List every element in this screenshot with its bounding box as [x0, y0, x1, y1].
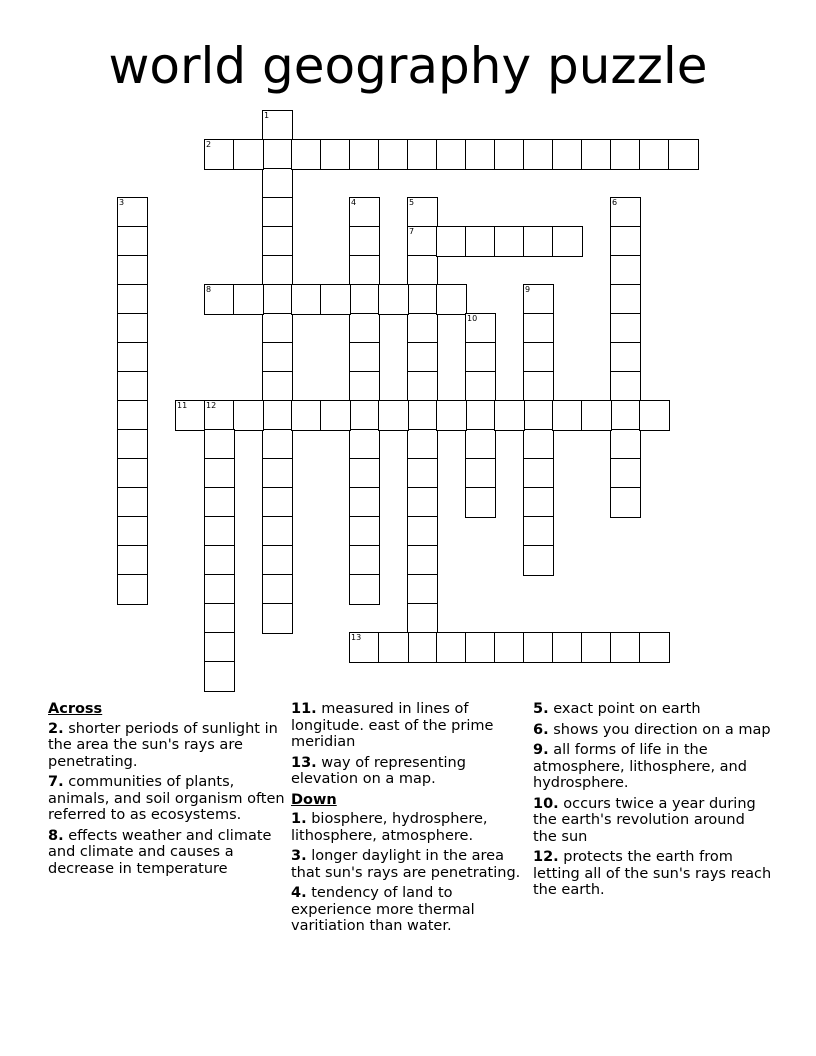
grid-cell[interactable] — [117, 371, 148, 402]
clue-number: 4 — [351, 198, 357, 207]
grid-cell[interactable] — [349, 458, 380, 489]
grid-cell[interactable] — [639, 632, 670, 663]
grid-cell[interactable] — [262, 603, 293, 634]
grid-cell[interactable] — [204, 458, 235, 489]
grid-cell[interactable] — [581, 632, 612, 663]
grid-cell[interactable] — [407, 400, 438, 431]
grid-cell[interactable] — [407, 574, 438, 605]
clue-item-number: 12. — [533, 849, 559, 865]
grid-cell[interactable] — [262, 342, 293, 373]
clue-item-number: 11. — [291, 701, 317, 717]
clue-number: 6 — [612, 198, 618, 207]
clue-number: 10 — [467, 314, 478, 323]
grid-cell[interactable] — [175, 400, 206, 431]
grid-cell[interactable] — [262, 313, 293, 344]
grid-cell[interactable] — [407, 226, 438, 257]
grid-cell[interactable] — [610, 342, 641, 373]
grid-cell[interactable] — [204, 661, 235, 692]
grid-cell[interactable] — [436, 226, 467, 257]
clue-item-number: 1. — [291, 811, 307, 827]
grid-cell[interactable] — [349, 255, 380, 286]
grid-cell[interactable] — [349, 574, 380, 605]
grid-cell[interactable] — [262, 284, 293, 315]
grid-cell[interactable] — [407, 197, 438, 228]
clue-item-text: measured in lines of longitude. east of the prime meridian — [291, 701, 494, 750]
grid-cell[interactable] — [494, 632, 525, 663]
clue-item — [533, 742, 773, 792]
grid-cell[interactable] — [523, 429, 554, 460]
clue-number: 2 — [206, 140, 212, 149]
grid-cell[interactable] — [523, 284, 554, 315]
grid-cell[interactable] — [407, 487, 438, 518]
clue-item-text: communities of plants, animals, and soil organism often referred to as ecosystems. — [48, 774, 285, 823]
grid-cell[interactable] — [117, 342, 148, 373]
grid-cell[interactable] — [407, 516, 438, 547]
grid-cell[interactable] — [407, 545, 438, 576]
clue-item — [291, 811, 531, 844]
clue-item-number: 7. — [48, 774, 64, 790]
clue-item-number: 10. — [533, 795, 559, 812]
grid-cell[interactable] — [465, 342, 496, 373]
grid-cell[interactable] — [262, 545, 293, 576]
grid-cell[interactable] — [117, 226, 148, 257]
grid-cell[interactable] — [523, 342, 554, 373]
grid-cell[interactable] — [523, 313, 554, 344]
grid-cell[interactable] — [204, 139, 235, 170]
grid-cell[interactable] — [349, 226, 380, 257]
grid-cell[interactable] — [117, 429, 148, 460]
grid-cell[interactable] — [610, 197, 641, 228]
grid-cell[interactable] — [262, 487, 293, 518]
grid-cell[interactable] — [320, 139, 351, 170]
grid-cell[interactable] — [291, 284, 322, 315]
grid-cell[interactable] — [204, 603, 235, 634]
grid-cell[interactable] — [494, 226, 525, 257]
grid-cell[interactable] — [117, 400, 148, 431]
grid-cell[interactable] — [233, 284, 264, 315]
clue-item-number: 4. — [291, 885, 307, 901]
grid-cell[interactable] — [233, 139, 264, 170]
grid-cell[interactable] — [262, 110, 293, 141]
across-heading: Across — [48, 701, 103, 717]
grid-cell[interactable] — [117, 516, 148, 547]
clue-item-text: all forms of life in the atmosphere, lithosphere, and hydrosphere. — [533, 742, 747, 791]
grid-cell[interactable] — [262, 429, 293, 460]
grid-cell[interactable] — [523, 400, 554, 431]
grid-cell[interactable] — [610, 400, 641, 431]
grid-cell[interactable] — [523, 458, 554, 489]
grid-cell[interactable] — [349, 545, 380, 576]
clue-item — [291, 701, 531, 751]
grid-cell[interactable] — [262, 197, 293, 228]
clue-item-number: 9. — [533, 742, 549, 758]
grid-cell[interactable] — [262, 516, 293, 547]
grid-cell[interactable] — [349, 400, 380, 431]
grid-cell[interactable] — [639, 400, 670, 431]
clue-item-number: 13. — [291, 754, 317, 771]
grid-cell[interactable] — [407, 342, 438, 373]
grid-cell[interactable] — [407, 603, 438, 634]
grid-cell[interactable] — [523, 632, 554, 663]
grid-cell[interactable] — [465, 429, 496, 460]
grid-cell[interactable] — [117, 458, 148, 489]
grid-cell[interactable] — [465, 371, 496, 402]
grid-cell[interactable] — [349, 487, 380, 518]
grid-cell[interactable] — [523, 226, 554, 257]
grid-cell[interactable] — [552, 400, 583, 431]
clue-item — [533, 796, 773, 846]
clue-item-text: biosphere, hydrosphere, lithosphere, atmosphere. — [291, 811, 488, 844]
grid-cell[interactable] — [349, 429, 380, 460]
grid-cell[interactable] — [610, 226, 641, 257]
grid-cell[interactable] — [378, 400, 409, 431]
grid-cell[interactable] — [262, 226, 293, 257]
grid-cell[interactable] — [407, 284, 438, 315]
grid-cell[interactable] — [436, 139, 467, 170]
clue-item — [291, 755, 531, 788]
grid-cell[interactable] — [349, 516, 380, 547]
clue-number: 9 — [525, 285, 531, 294]
grid-cell[interactable] — [320, 400, 351, 431]
clue-item-number: 3. — [291, 848, 307, 864]
clues-column-3 — [533, 701, 773, 903]
clue-item-number: 8. — [48, 827, 64, 844]
grid-cell[interactable] — [639, 139, 670, 170]
grid-cell[interactable] — [320, 284, 351, 315]
clue-item — [48, 774, 288, 824]
grid-cell[interactable] — [465, 313, 496, 344]
grid-cell[interactable] — [204, 487, 235, 518]
grid-cell[interactable] — [610, 371, 641, 402]
clue-item-text: longer daylight in the area that sun's rays are penetrating. — [291, 848, 521, 881]
grid-cell[interactable] — [117, 487, 148, 518]
grid-cell[interactable] — [117, 313, 148, 344]
grid-cell[interactable] — [465, 400, 496, 431]
grid-cell[interactable] — [291, 139, 322, 170]
grid-cell[interactable] — [349, 313, 380, 344]
grid-cell[interactable] — [668, 139, 699, 170]
grid-cell[interactable] — [204, 545, 235, 576]
grid-cell[interactable] — [204, 400, 235, 431]
grid-cell[interactable] — [436, 284, 467, 315]
clue-item-number: 6. — [533, 721, 549, 738]
grid-cell[interactable] — [494, 139, 525, 170]
grid-cell[interactable] — [262, 168, 293, 199]
grid-cell[interactable] — [465, 139, 496, 170]
grid-cell[interactable] — [436, 632, 467, 663]
grid-cell[interactable] — [407, 313, 438, 344]
grid-cell[interactable] — [204, 632, 235, 663]
clue-number: 1 — [264, 111, 270, 120]
grid-cell[interactable] — [349, 197, 380, 228]
clue-number: 12 — [206, 401, 217, 410]
grid-cell[interactable] — [349, 284, 380, 315]
grid-cell[interactable] — [436, 400, 467, 431]
clue-item-text: protects the earth from letting all of the sun's rays reach the earth. — [533, 849, 772, 898]
clue-number: 8 — [206, 285, 212, 294]
grid-cell[interactable] — [349, 632, 380, 663]
clue-number: 11 — [177, 401, 188, 410]
grid-cell[interactable] — [523, 545, 554, 576]
grid-cell[interactable] — [552, 632, 583, 663]
puzzle-title: world geography puzzle — [108, 37, 708, 95]
grid-cell[interactable] — [610, 313, 641, 344]
clue-item — [291, 885, 531, 935]
clue-item — [533, 849, 773, 899]
grid-cell[interactable] — [378, 632, 409, 663]
clue-number: 7 — [409, 227, 415, 236]
grid-cell[interactable] — [262, 458, 293, 489]
grid-cell[interactable] — [262, 139, 293, 170]
grid-cell[interactable] — [117, 197, 148, 228]
clue-item — [291, 848, 531, 881]
grid-cell[interactable] — [581, 400, 612, 431]
grid-cell[interactable] — [610, 255, 641, 286]
grid-cell[interactable] — [610, 458, 641, 489]
grid-cell[interactable] — [262, 371, 293, 402]
grid-cell[interactable] — [291, 400, 322, 431]
grid-cell[interactable] — [407, 429, 438, 460]
clue-item — [48, 828, 288, 878]
grid-cell[interactable] — [407, 632, 438, 663]
grid-cell[interactable] — [494, 400, 525, 431]
grid-cell[interactable] — [262, 255, 293, 286]
down-heading: Down — [291, 791, 337, 808]
grid-cell[interactable] — [465, 632, 496, 663]
grid-cell[interactable] — [610, 284, 641, 315]
grid-cell[interactable] — [349, 139, 380, 170]
grid-cell[interactable] — [117, 574, 148, 605]
grid-cell[interactable] — [465, 487, 496, 518]
clue-item-text: effects weather and climate and climate and causes a decrease in temperature — [48, 827, 272, 877]
grid-cell[interactable] — [233, 400, 264, 431]
grid-cell[interactable] — [523, 371, 554, 402]
grid-cell[interactable] — [465, 226, 496, 257]
grid-cell[interactable] — [262, 574, 293, 605]
grid-cell[interactable] — [552, 226, 583, 257]
clue-item — [533, 701, 773, 718]
grid-cell[interactable] — [407, 139, 438, 170]
grid-cell[interactable] — [378, 139, 409, 170]
clue-item-number: 2. — [48, 720, 64, 737]
grid-cell[interactable] — [204, 516, 235, 547]
clue-item-text: shorter periods of sunlight in the area the sun's rays are penetrating. — [48, 720, 278, 770]
grid-cell[interactable] — [523, 139, 554, 170]
grid-cell[interactable] — [610, 487, 641, 518]
clue-number: 5 — [409, 198, 415, 207]
grid-cell[interactable] — [204, 284, 235, 315]
grid-cell[interactable] — [581, 139, 612, 170]
clues-column-1 — [48, 701, 288, 881]
clue-item-text: exact point on earth — [553, 701, 701, 717]
grid-cell[interactable] — [610, 632, 641, 663]
grid-cell[interactable] — [407, 458, 438, 489]
grid-cell[interactable] — [378, 284, 409, 315]
clue-item-text: occurs twice a year during the earth's revolution around the sun — [533, 795, 756, 845]
clue-item — [533, 722, 773, 739]
grid-cell[interactable] — [407, 371, 438, 402]
clue-item-text: way of representing elevation on a map. — [291, 754, 466, 787]
grid-cell[interactable] — [465, 458, 496, 489]
clue-item-text: tendency of land to experience more thermal varitiation than water. — [291, 885, 475, 934]
grid-cell[interactable] — [349, 371, 380, 402]
grid-cell[interactable] — [523, 487, 554, 518]
grid-cell[interactable] — [610, 429, 641, 460]
clue-item-text: shows you direction on a map — [553, 721, 771, 738]
grid-cell[interactable] — [610, 139, 641, 170]
clue-item — [48, 721, 288, 771]
grid-cell[interactable] — [117, 545, 148, 576]
clue-item-number: 5. — [533, 701, 549, 717]
clue-number: 13 — [351, 633, 362, 642]
grid-cell[interactable] — [204, 429, 235, 460]
clues-column-2 — [291, 701, 531, 939]
grid-cell[interactable] — [262, 400, 293, 431]
grid-cell[interactable] — [349, 342, 380, 373]
grid-cell[interactable] — [407, 255, 438, 286]
grid-cell[interactable] — [523, 516, 554, 547]
grid-cell[interactable] — [552, 139, 583, 170]
grid-cell[interactable] — [204, 574, 235, 605]
grid-cell[interactable] — [117, 284, 148, 315]
grid-cell[interactable] — [117, 255, 148, 286]
clue-number: 3 — [119, 198, 125, 207]
